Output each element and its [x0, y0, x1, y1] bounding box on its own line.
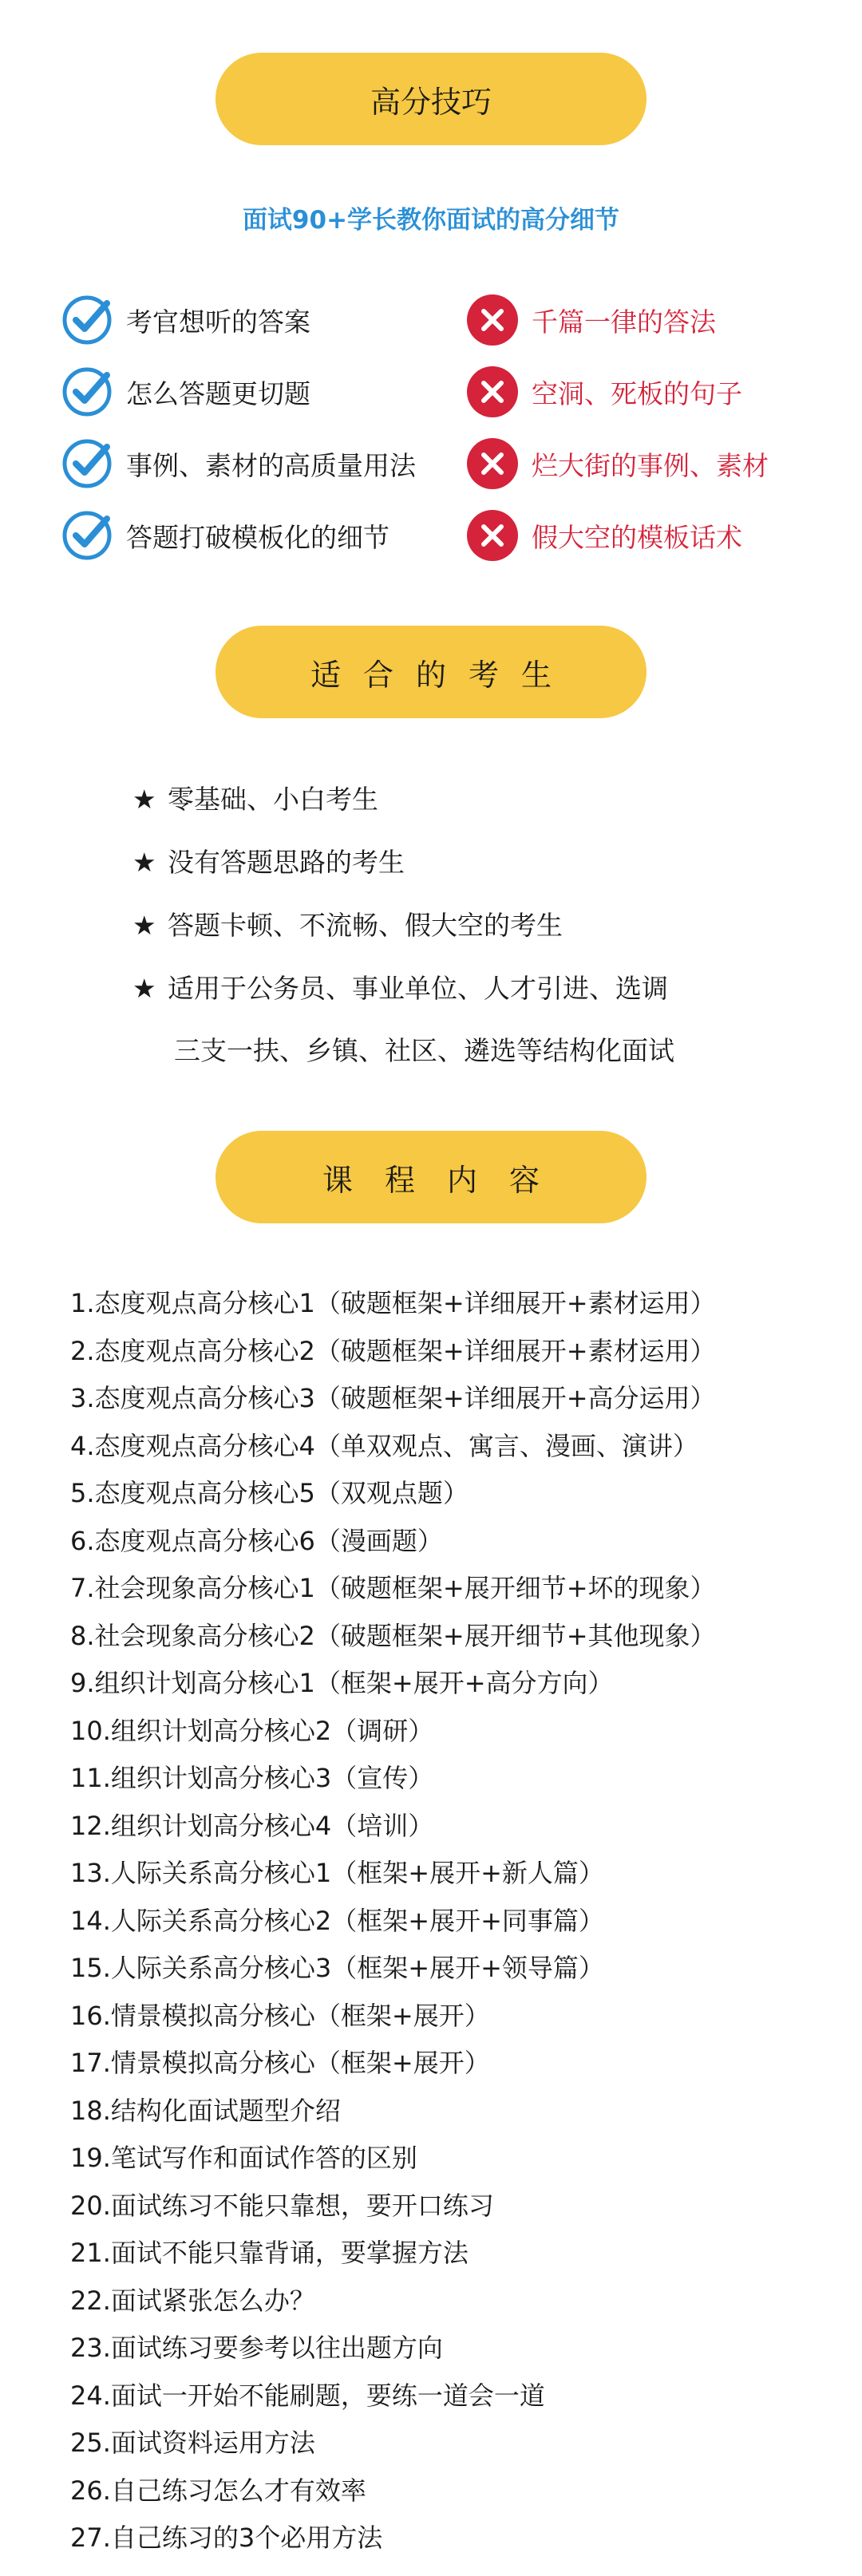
good-point: [61, 500, 416, 571]
course-item: 16.情景模拟高分核心（框架+展开）: [70, 2000, 490, 2031]
good-points-list: [61, 284, 416, 571]
bad-point-text: 空洞、死板的句子: [532, 377, 742, 409]
bad-point: [466, 284, 769, 356]
good-point-text: 怎么答题更切题: [126, 377, 310, 409]
bad-points-list: [466, 284, 769, 571]
good-point: [61, 428, 416, 500]
course-item: 20.面试练习不能只靠想，要开口练习: [70, 2190, 494, 2221]
course-item: 6.态度观点高分核心6（漫画题）: [70, 1525, 443, 1556]
cross-icon: [466, 509, 519, 562]
course-item: 15.人际关系高分核心3（框架+展开+领导篇）: [70, 1953, 604, 1983]
cross-icon: [466, 365, 519, 418]
course-item: 22.面试紧张怎么办？: [70, 2285, 315, 2316]
bad-point: [466, 356, 769, 428]
course-item: 27.自己练习的3个必用方法: [70, 2523, 383, 2553]
audience-item-text: 适用于公务员、事业单位、人才引进、选调: [168, 973, 668, 1004]
course-item: 14.人际关系高分核心2（框架+展开+同事篇）: [70, 1905, 604, 1936]
course-item: 8.社会现象高分核心2（破题框架+展开细节+其他现象）: [70, 1620, 716, 1651]
course-item: 23.面试练习要参考以往出题方向: [70, 2333, 443, 2363]
check-icon: [61, 437, 113, 490]
section-title-course: 课程内容: [216, 1131, 646, 1223]
good-point-text: 事例、素材的高质量用法: [126, 449, 416, 481]
course-item: 10.组织计划高分核心2（调研）: [70, 1715, 434, 1746]
bad-point: [466, 428, 769, 500]
course-item: 2.态度观点高分核心2（破题框架+详细展开+素材运用）: [70, 1335, 716, 1366]
course-item: 24.面试一开始不能刷题，要练一道会一道: [70, 2380, 545, 2411]
check-icon: [61, 509, 113, 562]
bad-point-text: 假大空的模板话术: [532, 521, 742, 553]
section-title-tips: 高分技巧: [216, 53, 646, 145]
check-icon: [61, 365, 113, 418]
course-item: 21.面试不能只靠背诵，要掌握方法: [70, 2238, 469, 2268]
course-item: 17.情景模拟高分核心（框架+展开）: [70, 2048, 490, 2078]
course-item: 4.态度观点高分核心4（单双观点、寓言、漫画、演讲）: [70, 1430, 698, 1461]
course-item: 25.面试资料运用方法: [70, 2428, 315, 2458]
audience-item: [132, 776, 674, 839]
bad-point-text: 烂大街的事例、素材: [532, 449, 769, 481]
star-icon: ★: [132, 973, 156, 1004]
audience-item-text: 没有答题思路的考生: [168, 847, 405, 878]
audience-item: [132, 965, 674, 1013]
audience-list: [132, 776, 674, 1075]
course-item: 3.态度观点高分核心3（破题框架+详细展开+高分运用）: [70, 1383, 716, 1413]
course-list: [70, 1280, 716, 2562]
course-item: 12.组织计划高分核心4（培训）: [70, 1810, 434, 1841]
bad-point-text: 千篇一律的答法: [532, 306, 716, 338]
course-item: 11.组织计划高分核心3（宣传）: [70, 1763, 434, 1793]
good-point: [61, 356, 416, 428]
star-icon: ★: [132, 847, 156, 878]
audience-item-text: 零基础、小白考生: [168, 784, 378, 815]
audience-item-continuation: 三支一扶、乡镇、社区、遴选等结构化面试: [174, 1035, 674, 1066]
course-item: 1.态度观点高分核心1（破题框架+详细展开+素材运用）: [70, 1288, 716, 1318]
course-item: 5.态度观点高分核心5（双观点题）: [70, 1478, 469, 1508]
course-item: 13.人际关系高分核心1（框架+展开+新人篇）: [70, 1858, 604, 1888]
check-icon: [61, 294, 113, 346]
course-item: 26.自己练习怎么才有效率: [70, 2475, 366, 2506]
course-item: 9.组织计划高分核心1（框架+展开+高分方向）: [70, 1668, 614, 1698]
bad-point: [466, 500, 769, 571]
star-icon: ★: [132, 784, 156, 815]
good-point-text: 考官想听的答案: [126, 306, 310, 338]
course-item: 18.结构化面试题型介绍: [70, 2095, 341, 2126]
cross-icon: [466, 294, 519, 346]
audience-item: [132, 902, 674, 965]
course-item: 19.笔试写作和面试作答的区别: [70, 2143, 417, 2173]
tips-subtitle: 面试90+学长教你面试的高分细节: [242, 206, 620, 235]
audience-item-text: 答题卡顿、不流畅、假大空的考生: [168, 910, 563, 941]
good-point: [61, 284, 416, 356]
cross-icon: [466, 437, 519, 490]
audience-item: [132, 839, 674, 902]
star-icon: ★: [132, 910, 156, 941]
good-point-text: 答题打破模板化的细节: [126, 521, 389, 553]
section-title-audience: 适合的考生: [216, 626, 646, 718]
course-item: 7.社会现象高分核心1（破题框架+展开细节+坏的现象）: [70, 1573, 716, 1603]
